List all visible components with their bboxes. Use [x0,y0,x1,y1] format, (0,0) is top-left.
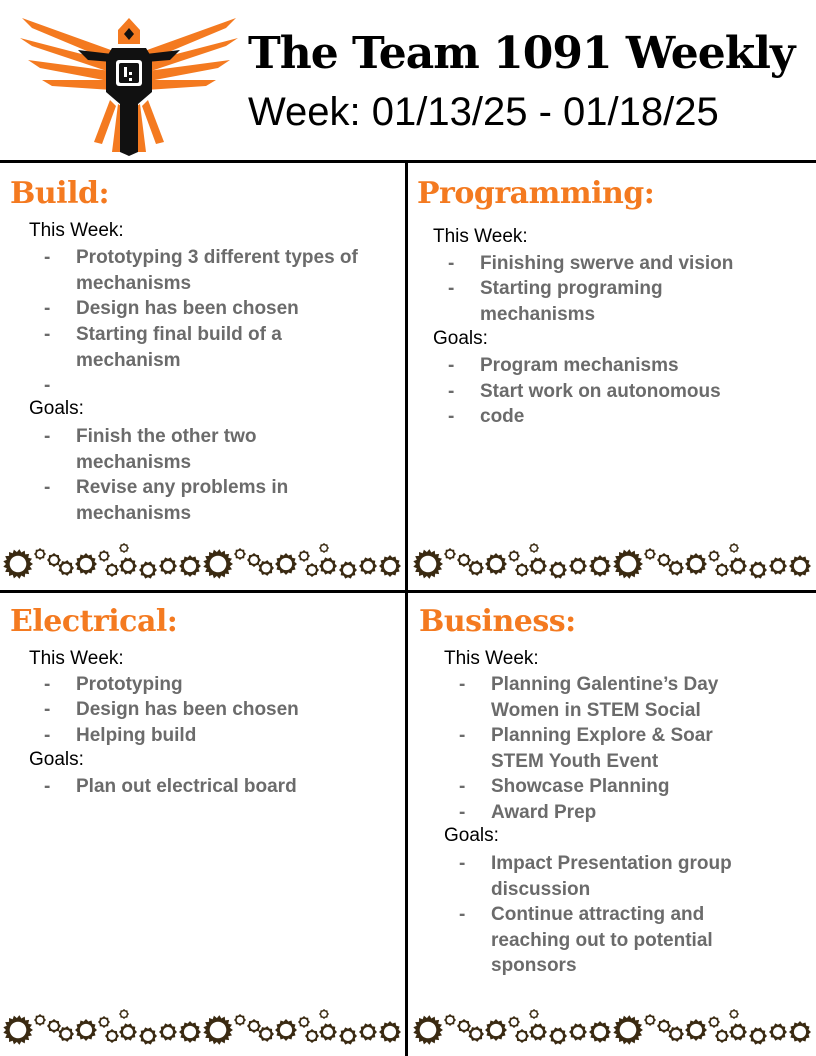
hawk-robot-logo-icon [18,14,240,156]
gear-hole [573,1027,583,1037]
gear-hole [62,564,71,573]
programming-title: Programming: [417,176,655,211]
gear-hole [123,561,133,571]
gear-hole [490,558,502,570]
build-section: Build: This Week: - Prototyping 3 different types of mechanisms - Design has been chosen - Starting final build of a mechanism - Goals: - Finish the other two mechanisms - Revise any problems in mechanisms [10,176,358,524]
divider-top [0,160,816,163]
gear-hole [80,1024,92,1036]
gear-hole [323,1027,333,1037]
gear-hole [80,558,92,570]
gear-hole [108,1032,116,1040]
gear-hole [660,556,668,564]
gear-hole [753,1031,763,1041]
gear-hole [210,556,227,573]
gear-chain-icon [410,536,816,588]
business-this-week-label: This Week: [444,648,539,669]
gear-hole [143,565,153,575]
gear-hole [62,1030,71,1039]
gear-hole [511,1019,518,1026]
gear-hole [472,564,481,573]
gear-hole [343,565,353,575]
gear-hole [237,1017,244,1024]
gear-hole [620,556,637,573]
gear-hole [123,1027,133,1037]
gear-hole [343,1031,353,1041]
gear-hole [773,1027,783,1037]
gear-hole [472,1030,481,1039]
gear-hole [731,545,737,551]
gear-hole [50,1022,58,1030]
gear-hole [237,551,244,558]
gear-hole [647,1017,654,1024]
week-range: Week: 01/13/25 - 01/18/25 [248,90,719,134]
gear-hole [711,1019,718,1026]
gear-hole [518,566,526,574]
gear-hole [363,1027,373,1037]
business-section: Business: This Week: - Planning Galentine’s Day Women in STEM Social - Planning Explore & Soar STEM Youth Event - Showcase Planning - Award Prep Goals: - Impact Presentation group discussion - Continue attracting and reaching out to potential sponsors [419,604,732,976]
programming-goals-label: Goals: [433,328,488,349]
gear-hole [660,1022,668,1030]
gear-hole [718,1032,726,1040]
divider-vertical [405,160,408,1056]
gear-hole [262,564,271,573]
gear-hole [10,1022,27,1039]
gear-hole [672,1030,681,1039]
gear-chain-icon [0,1002,404,1054]
gear-hole [711,553,718,560]
gear-hole [647,551,654,558]
gear-hole [731,1011,737,1017]
gear-hole [184,560,196,572]
gear-hole [531,1011,537,1017]
gear-hole [511,553,518,560]
build-this-week-label: This Week: [29,220,124,241]
electrical-this-week-label: This Week: [29,648,124,669]
gear-hole [301,1019,308,1026]
gear-hole [460,1022,468,1030]
gear-hole [531,545,537,551]
gear-chain-icon [0,536,404,588]
gear-hole [323,561,333,571]
gear-hole [553,565,563,575]
business-title: Business: [419,604,576,639]
gear-hole [321,1011,327,1017]
gear-hole [573,561,583,571]
gear-hole [10,556,27,573]
gear-hole [420,1022,437,1039]
gear-hole [620,1022,637,1039]
gear-hole [321,545,327,551]
build-title: Build: [10,176,110,211]
gear-hole [262,1030,271,1039]
gear-hole [420,556,437,573]
gear-hole [447,1017,454,1024]
gear-hole [773,561,783,571]
electrical-section: Electrical: This Week: - Prototyping - Design has been chosen - Helping build Goals: - Plan out electrical board [10,604,299,797]
gear-hole [280,558,292,570]
gear-hole [250,1022,258,1030]
gear-hole [518,1032,526,1040]
gear-hole [308,566,316,574]
gear-hole [163,561,173,571]
gear-hole [163,1027,173,1037]
gear-hole [101,553,108,560]
business-goals-label: Goals: [444,825,499,846]
gear-hole [37,551,44,558]
gear-hole [533,1027,543,1037]
gear-hole [490,1024,502,1036]
gear-hole [733,561,743,571]
gear-hole [121,1011,127,1017]
gear-hole [108,566,116,574]
programming-section: Programming: This Week: - Finishing swerve and vision - Starting programing mechanisms Goals: - Program mechanisms - Start work on autonomous - code [417,176,734,427]
gear-hole [594,560,606,572]
gear-hole [121,545,127,551]
gear-hole [184,1026,196,1038]
gear-hole [460,556,468,564]
build-goals-label: Goals: [29,398,84,419]
gear-hole [753,565,763,575]
gear-hole [690,558,702,570]
gear-hole [210,1022,227,1039]
gear-hole [308,1032,316,1040]
gear-hole [672,564,681,573]
gear-hole [37,1017,44,1024]
gear-hole [363,561,373,571]
gear-hole [733,1027,743,1037]
divider-middle [0,590,816,593]
gear-hole [718,566,726,574]
gear-hole [50,556,58,564]
header [0,0,816,160]
gear-hole [301,553,308,560]
gear-hole [794,1026,806,1038]
gear-hole [447,551,454,558]
gear-hole [101,1019,108,1026]
gear-hole [280,1024,292,1036]
gear-hole [794,560,806,572]
gear-hole [384,560,396,572]
gear-hole [384,1026,396,1038]
gear-hole [533,561,543,571]
page-title: The Team 1091 Weekly [248,28,795,79]
gear-hole [690,1024,702,1036]
electrical-title: Electrical: [10,604,178,639]
gear-hole [553,1031,563,1041]
gear-chain-icon [410,1002,816,1054]
gear-hole [143,1031,153,1041]
gear-hole [250,556,258,564]
electrical-goals-label: Goals: [29,749,84,770]
gear-hole [594,1026,606,1038]
programming-this-week-label: This Week: [433,226,528,247]
